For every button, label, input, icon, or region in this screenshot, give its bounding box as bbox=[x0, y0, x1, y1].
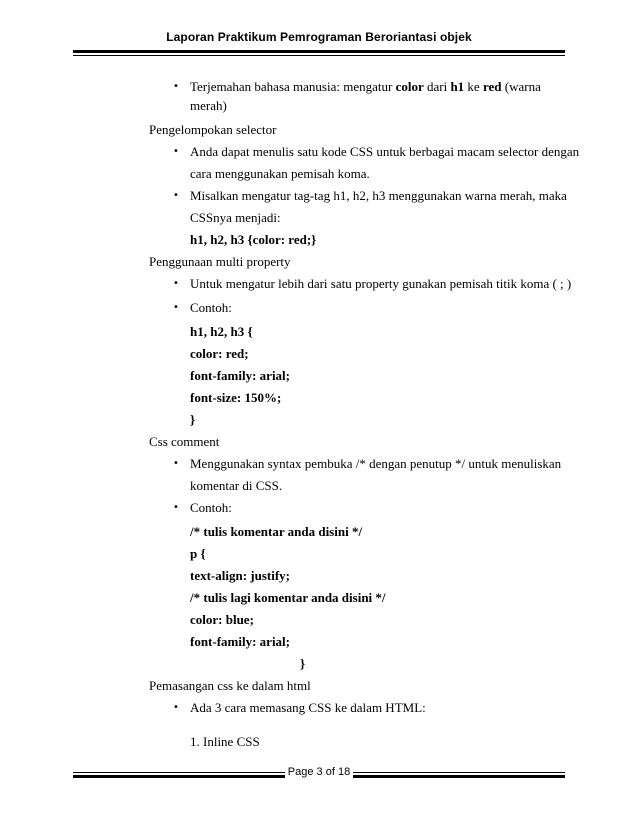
header-title: Laporan Praktikum Pemrograman Beroriantasi objek bbox=[166, 30, 472, 44]
paragraph-line: CSSnya menjadi: bbox=[190, 210, 281, 225]
code-line: color: red; bbox=[190, 346, 249, 361]
bullet-icon: • bbox=[173, 458, 179, 469]
bullet-icon: • bbox=[173, 146, 179, 157]
paragraph-line: Misalkan mengatur tag-tag h1, h2, h3 menggunakan warna merah, maka bbox=[190, 188, 567, 203]
paragraph-line: Contoh: bbox=[190, 500, 232, 515]
paragraph-line bbox=[190, 79, 541, 95]
header-rule-thin bbox=[73, 55, 565, 56]
text-run: dari bbox=[423, 79, 451, 94]
code-line: color: blue; bbox=[190, 612, 254, 627]
code-line: h1, h2, h3 { bbox=[190, 324, 253, 339]
code-line: /* tulis lagi komentar anda disini */ bbox=[190, 590, 386, 605]
text-run: Terjemahan bahasa manusia: mengatur bbox=[190, 79, 396, 94]
bullet-icon: • bbox=[173, 81, 179, 92]
keyword-red: red bbox=[482, 79, 502, 94]
paragraph-line: komentar di CSS. bbox=[190, 478, 283, 493]
numbered-list-item: 1. Inline CSS bbox=[190, 734, 260, 749]
code-line: } bbox=[300, 656, 306, 671]
code-line: font-size: 150%; bbox=[190, 390, 282, 405]
paragraph-line: Ada 3 cara memasang CSS ke dalam HTML: bbox=[190, 700, 426, 715]
text-run: (warna bbox=[501, 79, 541, 94]
paragraph-line: Contoh: bbox=[190, 300, 232, 315]
paragraph-line: cara menggunakan pemisah koma. bbox=[190, 166, 370, 181]
bullet-icon: • bbox=[173, 278, 179, 289]
footer-rule bbox=[73, 775, 285, 778]
bullet-icon: • bbox=[173, 502, 179, 513]
code-line: p { bbox=[190, 546, 206, 561]
footer-rule bbox=[353, 772, 565, 773]
code-line: text-align: justify; bbox=[190, 568, 291, 583]
footer-rule bbox=[73, 772, 285, 773]
paragraph-line: Menggunakan syntax pembuka /* dengan penutup */ untuk menuliskan bbox=[190, 456, 562, 471]
paragraph-line: Anda dapat menulis satu kode CSS untuk berbagai macam selector dengan bbox=[190, 144, 580, 159]
footer-rule bbox=[353, 775, 565, 778]
keyword-color: color bbox=[395, 79, 424, 94]
page-number: Page 3 of 18 bbox=[287, 766, 351, 778]
header-rule bbox=[73, 50, 565, 53]
code-line: font-family: arial; bbox=[190, 634, 291, 649]
bullet-icon: • bbox=[173, 702, 179, 713]
code-line: /* tulis komentar anda disini */ bbox=[190, 524, 363, 539]
keyword-h1: h1 bbox=[450, 79, 465, 94]
code-line: h1, h2, h3 {color: red;} bbox=[190, 232, 317, 247]
paragraph-line: merah) bbox=[190, 98, 227, 113]
section-heading-multi-property: Penggunaan multi property bbox=[149, 254, 291, 269]
code-line: } bbox=[190, 412, 196, 427]
text-run: ke bbox=[464, 79, 483, 94]
section-heading-pengelompokan: Pengelompokan selector bbox=[149, 122, 277, 137]
section-heading-css-comment: Css comment bbox=[149, 434, 220, 449]
bullet-icon: • bbox=[173, 190, 179, 201]
section-heading-pemasangan: Pemasangan css ke dalam html bbox=[149, 678, 311, 693]
code-line: font-family: arial; bbox=[190, 368, 291, 383]
paragraph-line: Untuk mengatur lebih dari satu property gunakan pemisah titik koma ( ; ) bbox=[190, 276, 572, 291]
bullet-icon: • bbox=[173, 302, 179, 313]
